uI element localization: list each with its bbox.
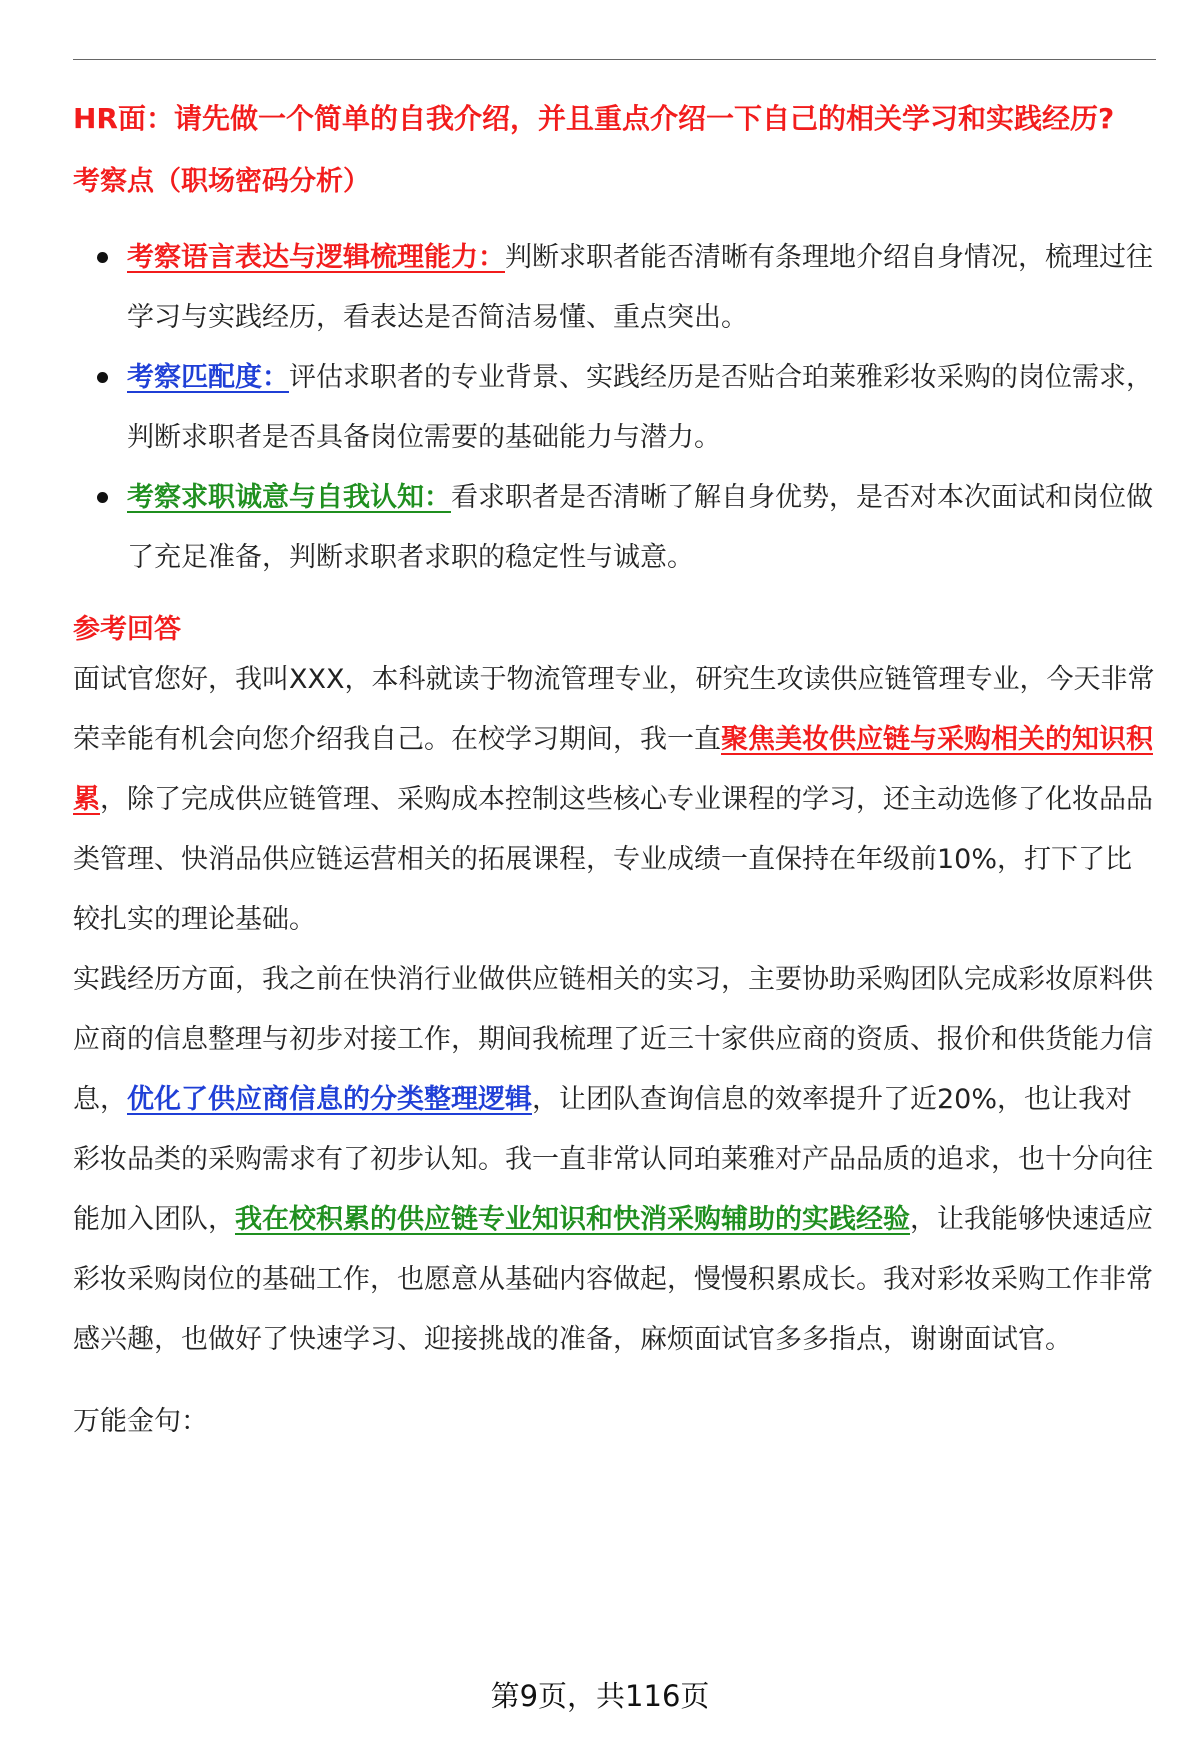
point-text: 看求职者是否清晰了解自身优势，是否对本次面试和岗位做了充足准备，判断求职者求职的稳定性与诚意。 [127, 482, 1153, 573]
answer-text: ，让团队查询信息的效率提升了近20%，也让我对彩妆品类的采购需求有了初步认知。我一直非常认同珀莱雅对产品品质的追求，也十分向往能加入团队， [73, 1084, 1153, 1235]
page-number: 第9页，共116页 [490, 1679, 710, 1713]
analysis-point [73, 228, 1155, 348]
analysis-title: 考察点（职场密码分析） [73, 166, 370, 197]
answer-title: 参考回答 [73, 614, 181, 645]
answer-paragraph [73, 650, 1155, 950]
page-content [73, 98, 1155, 1452]
answer-text: ，让我能够快速适应彩妆采购岗位的基础工作，也愿意从基础内容做起，慢慢积累成长。我对彩妆采购工作非常感兴趣，也做好了快速学习、迎接挑战的准备，麻烦面试官多多指点，谢谢面试官。 [73, 1204, 1153, 1355]
point-label: 考察语言表达与逻辑梳理能力： [127, 242, 505, 273]
bullet-icon [97, 492, 108, 503]
answer-text: ，除了完成供应链管理、采购成本控制这些核心专业课程的学习，还主动选修了化妆品品类管理、快消品供应链运营相关的拓展课程，专业成绩一直保持在年级前10%，打下了比较扎实的理论基础。 [73, 784, 1153, 935]
point-label: 考察求职诚意与自我认知： [127, 482, 451, 513]
answer-highlight: 优化了供应商信息的分类整理逻辑 [127, 1084, 532, 1115]
point-text: 判断求职者能否清晰有条理地介绍自身情况，梳理过往学习与实践经历，看表达是否简洁易懂、重点突出。 [127, 242, 1153, 333]
answer-text: 实践经历方面，我之前在快消行业做供应链相关的实习，主要协助采购团队完成彩妆原料供应商的信息整理与初步对接工作，期间我梳理了近三十家供应商的资质、报价和供货能力信息， [73, 964, 1153, 1115]
answer-paragraph [73, 950, 1155, 1370]
bullet-icon [97, 372, 108, 383]
golden-sentence-label: 万能金句： [73, 1406, 208, 1437]
point-text: 评估求职者的专业背景、实践经历是否贴合珀莱雅彩妆采购的岗位需求，判断求职者是否具备岗位需要的基础能力与潜力。 [127, 362, 1153, 453]
analysis-points [73, 228, 1155, 588]
top-divider [73, 59, 1156, 60]
analysis-point [73, 348, 1155, 468]
interview-question: HR面：请先做一个简单的自我介绍，并且重点介绍一下自己的相关学习和实践经历? [73, 102, 1115, 135]
answer-text: 面试官您好，我叫XXX，本科就读于物流管理专业，研究生攻读供应链管理专业，今天非常荣幸能有机会向您介绍我自己。在校学习期间，我一直 [73, 664, 1155, 755]
answer-highlight: 聚焦美妆供应链与采购相关的知识积累 [73, 724, 1153, 815]
answer-highlight: 我在校积累的供应链专业知识和快消采购辅助的实践经验 [235, 1204, 910, 1235]
analysis-point [73, 468, 1155, 588]
bullet-icon [97, 252, 108, 263]
point-label: 考察匹配度： [127, 362, 289, 393]
